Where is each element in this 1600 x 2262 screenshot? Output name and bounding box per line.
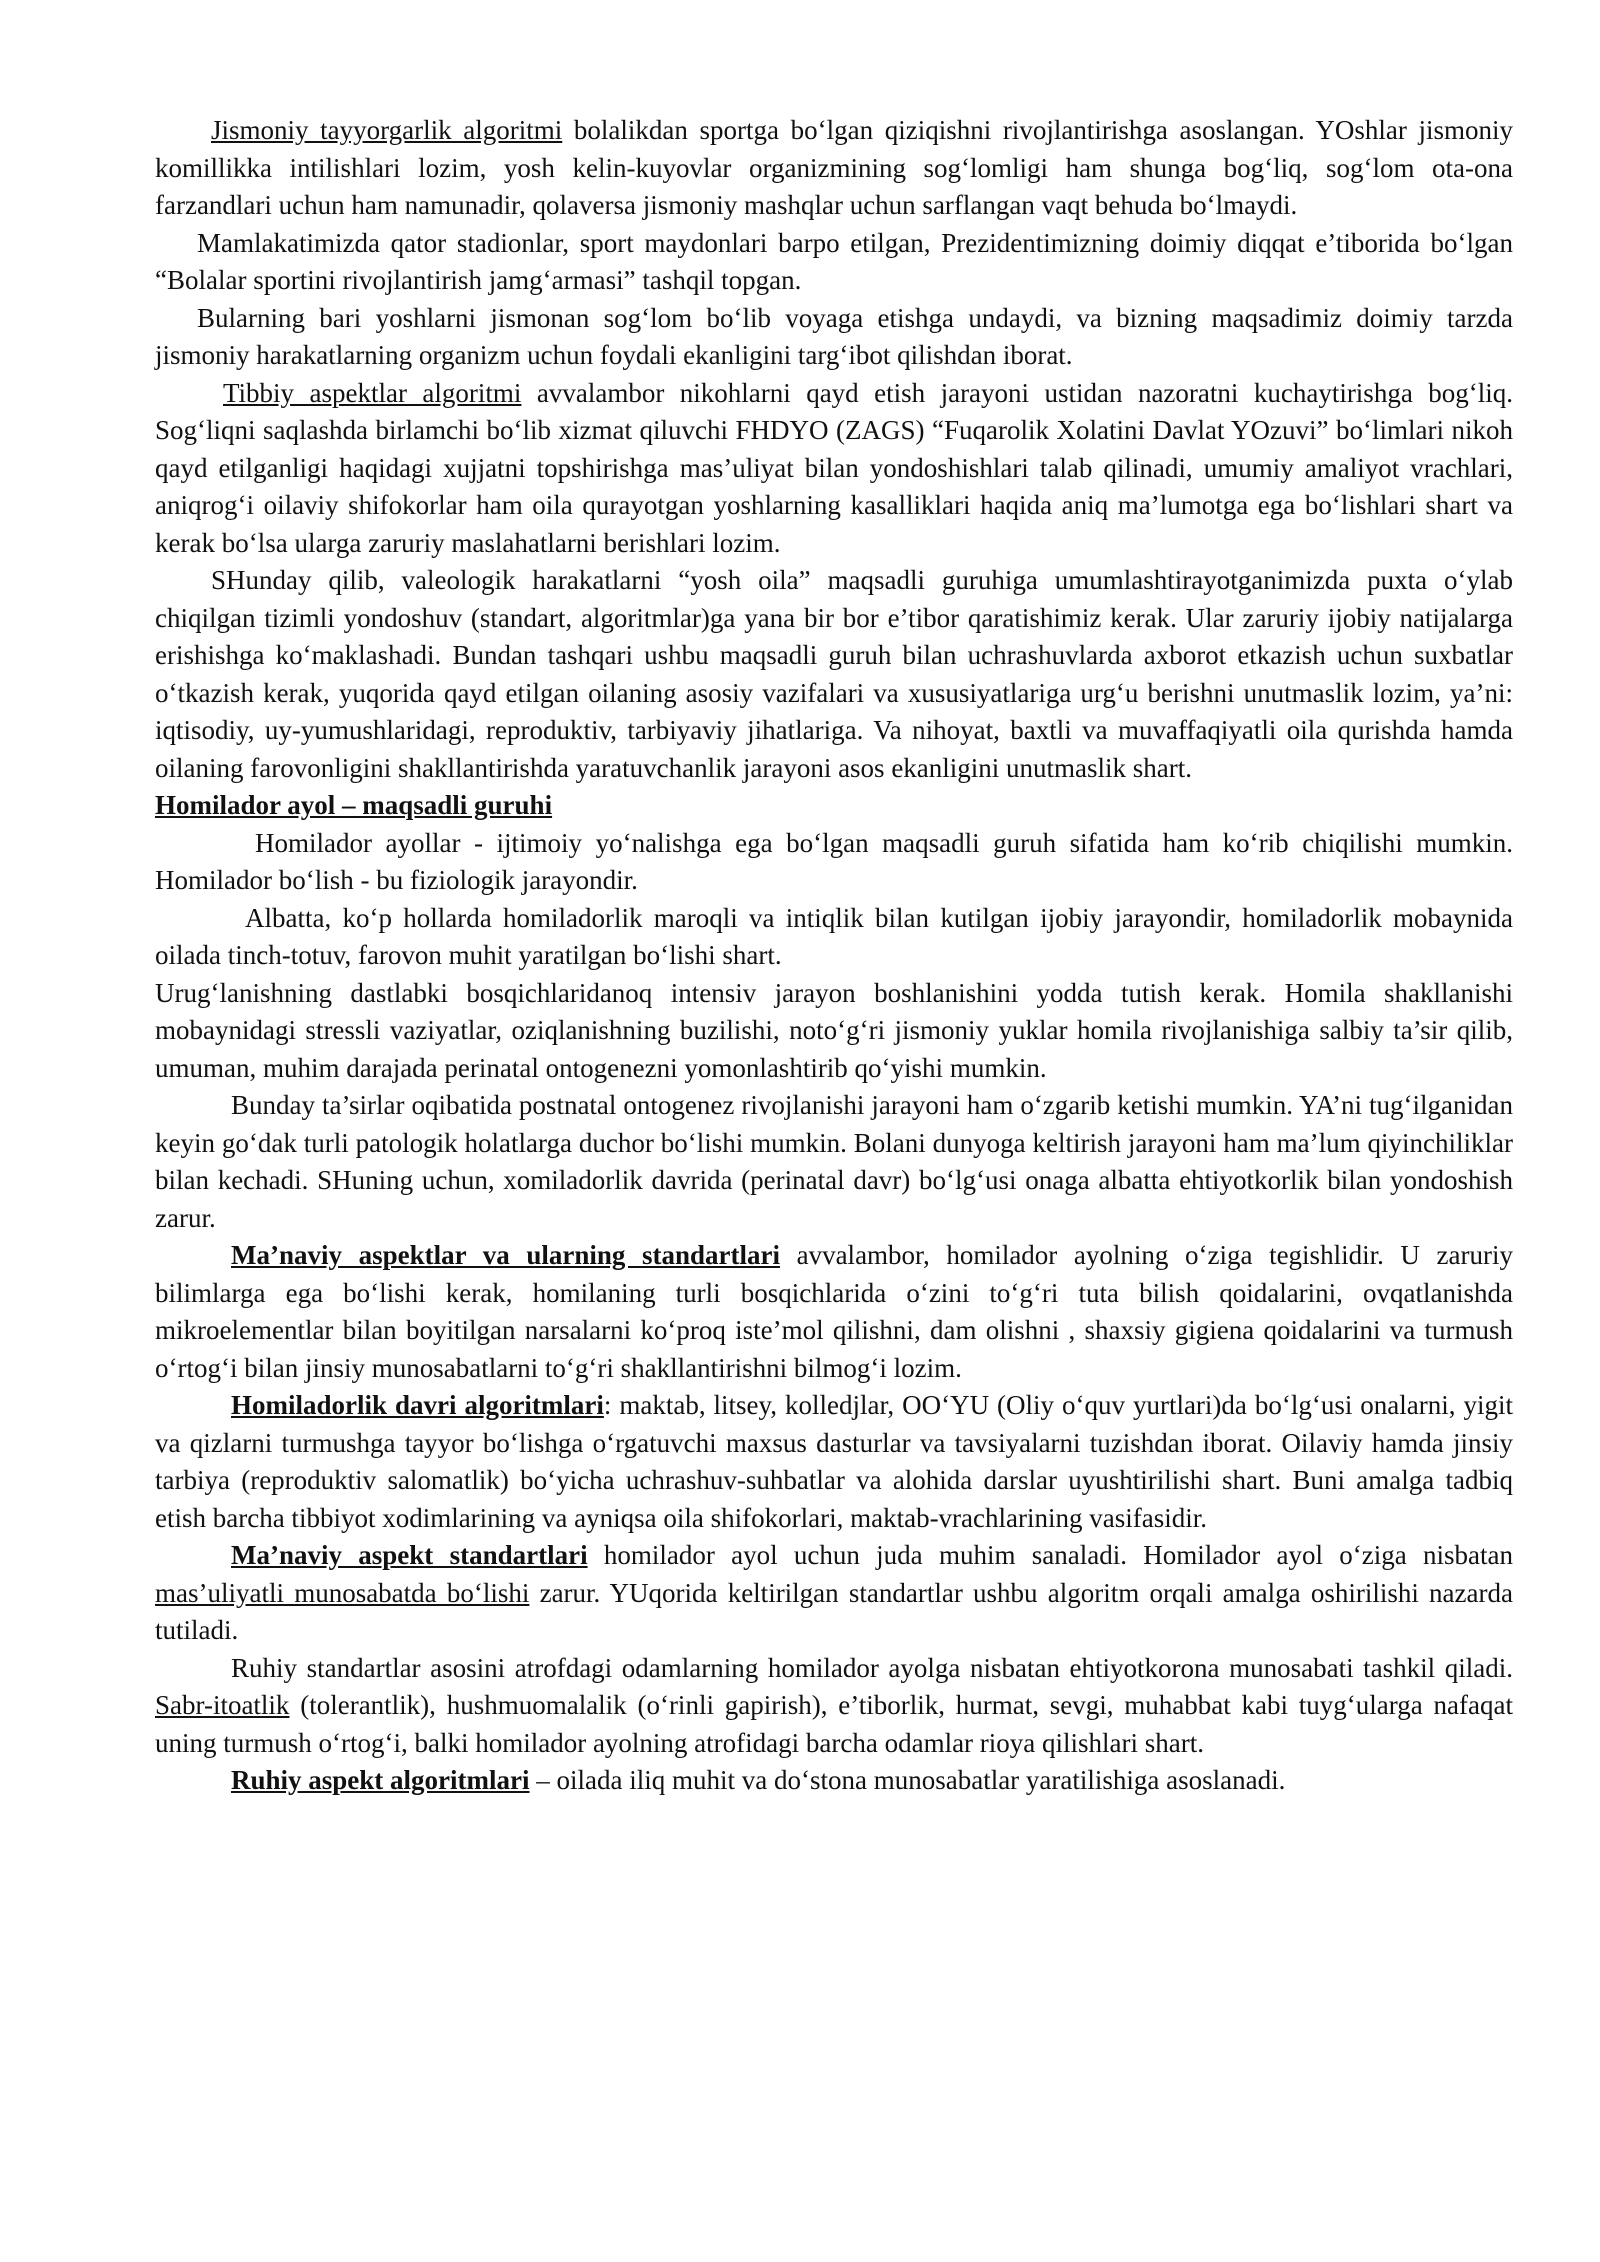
paragraph-physical-training <box>155 112 1513 225</box>
underlined-term-tolerance: Sabr-itoatlik <box>155 1690 290 1720</box>
paragraph-valeological-actions: SHunday qilib, valeologik harakatlarni “yosh oila” maqsadli guruhiga umumlashtirayotganimizda puxta o‘ylab chiqilgan tizimli yondoshuv (standart, algoritmlar)ga yana bir bor e’tibor qaratishimiz kerak. Ular zaruriy ijobiy natijalarga erishishga ko‘maklashadi. Bundan tashqari ushbu maqsadli guruh bilan uchrashuvlarda axborot etkazish uchun suxbatlar o‘tkazish kerak, yuqorida qayd etilgan oilaning asosiy vazifalari va xususiyatlariga urg‘u berishni unutmaslik lozim, ya’ni: iqtisodiy, uy-yumushlaridagi, reproduktiv, tarbiyaviy jihatlariga. Va nihoyat, baxtli va muvaffaqiyatli oila qurishda hamda oilaning farovonligini shakllantirishda yaratuvchanlik jarayoni asos ekanligini unutmaslik shart. <box>155 565 1513 783</box>
paragraph-text: homilador ayol uchun juda muhim sanaladi. Homilador ayol o‘ziga nisbatan <box>587 1540 1513 1570</box>
section-heading <box>155 787 1513 825</box>
term-spiritual-aspect-standards: Ma’naviy aspekt standartlari <box>231 1540 588 1570</box>
paragraph-text: bolalikdan sportga bo‘lgan qiziqishni rivojlantirishga asoslangan. YOshlar jismoniy komillikka intilishlari lozim, yosh kelin-kuyovlar organizmining sog‘lomligi ham shunga bog‘liq, sog‘lom ota-ona farzandlari uchun ham namunadir, qolaversa jismoniy mashqlar uchun sarflangan vaqt behuda bo‘lmaydi. <box>155 115 1514 220</box>
paragraph-text: : maktab, litsey, kolledjlar, OO‘YU (Oliy o‘quv yurtlari)da bo‘lg‘usi onalarni, yigit va qizlarni turmushga tayyor bo‘lishga o‘rgatuvchi maxsus dasturlar va tavsiyalarni tuzishdan iborat. Oilaviy hamda jinsiy tarbiya (reproduktiv salomatlik) bo‘yicha uchrashuv-suhbatlar va alohida darslar uyushtirilishi shart. Buni amalga tadbiq etish barcha tibbiyot xodimlarining va ayniqsa oila shifokorlari, maktab-vrachlarining vasifasidir. <box>155 1390 1513 1533</box>
paragraph-text: – oilada iliq muhit va do‘stona munosabatlar yaratilishiga asoslanadi. <box>529 1765 1286 1795</box>
paragraph-text: avvalambor nikohlarni qayd etish jarayoni ustidan nazoratni kuchaytirishga bog‘liq. Sog‘liqni saqlashda birlamchi bo‘lib xizmat qiluvchi FHDYO (ZAGS) “Fuqarolik Xolatini Davlat YOzuvi” bo‘limlari nikoh qayd etilganligi haqidagi xujjatni topshirishga mas’uliyat bilan yondoshishlari talab qilinadi, umumiy amaliyot vrachlari, aniqrog‘i oilaviy shifokorlar ham oila qurayotgan yoshlarning kasalliklari haqida aniq ma’lumotga ega bo‘lishlari shart va kerak bo‘lsa ularga zaruriy maslahatlarni berishlari lozim. <box>155 377 1514 558</box>
section-heading-text: Homilador ayol – maqsadli guruhi <box>155 790 553 820</box>
paragraph-pregnant-women: Homilador ayollar - ijtimoiy yo‘nalishga ega bo‘lgan maqsadli guruh sifatida ham ko‘rib chiqilishi mumkin. Homilador bo‘lish - bu fiziologik jarayondir. <box>155 827 1513 895</box>
paragraph-text: zarur. YUqorida keltirilgan standartlar ushbu algoritm orqali amalga oshirilishi nazarda tutiladi. <box>155 1577 1513 1645</box>
paragraph-mental-algorithms <box>155 1762 1513 1800</box>
document-page <box>155 112 1513 1800</box>
paragraph-postnatal: Bunday ta’sirlar oqibatida postnatal ontogenez rivojlanishi jarayoni ham o‘zgarib ketishi mumkin. YA’ni tug‘ilganidan keyin go‘dak turli patologik holatlarga duchor bo‘lishi mumkin. Bolani dunyoga keltirish jarayoni ham ma’lum qiyinchiliklar bilan kechadi. SHuning uchun, xomiladorlik davrida (perinatal davr) bo‘lg‘usi onaga albatta ehtiyotkorlik bilan yondoshish zarur. <box>155 1090 1513 1233</box>
term-spiritual-aspects-standards: Ma’naviy aspektlar va ularning standartlari <box>231 1240 780 1270</box>
paragraph-spiritual-aspects <box>155 1237 1513 1387</box>
paragraph-fertilization: Urug‘lanishning dastlabki bosqichlaridanoq intensiv jarayon boshlanishini yodda tutish kerak. Homila shakllanishi mobaynidagi stressli vaziyatlar, oziqlanishning buzilishi, noto‘g‘ri jismoniy yuklar homila rivojlanishiga salbiy ta’sir qilib, umuman, muhim darajada perinatal ontogenezni yomonlashtirib qo‘yishi mumkin. <box>155 977 1513 1083</box>
term-pregnancy-period-algorithms: Homiladorlik davri algoritmlari <box>231 1390 604 1420</box>
term-mental-aspect-algorithms: Ruhiy aspekt algoritmlari <box>231 1765 530 1795</box>
underlined-phrase: mas’uliyatli munosabatda bo‘lishi <box>155 1577 530 1608</box>
paragraph-stadiums: Mamlakatimizda qator stadionlar, sport maydonlari barpo etilgan, Prezidentimizning doimiy diqqat e’tiborida bo‘lgan “Bolalar sportini rivojlantirish jamg‘armasi” tashqil topgan. <box>155 227 1513 295</box>
paragraph-text: Ruhiy standartlar asosini atrofdagi odamlarning homilador ayolga nisbatan ehtiyotkorona munosabati tashkil qiladi. <box>231 1652 1513 1683</box>
paragraph-spiritual-standards <box>155 1537 1513 1650</box>
paragraph-text: avvalambor, homilador ayolning o‘ziga tegishlidir. U zaruriy bilimlarga ega bo‘lishi kerak, homilaning turli bosqichlarida o‘zini to‘g‘ri tuta bilish qoidalarini, ovqatlanishda mikroelementlar bilan boyitilgan narsalarni ko‘proq iste’mol qilishni, dam olishni , shaxsiy gigiena qoidalarini va turmush o‘rtog‘i bilan jinsiy munosabatlarni to‘g‘ri shakllantirishni bilmog‘i lozim. <box>155 1240 1513 1383</box>
paragraph-text: (tolerantlik), hushmuomalalik (o‘rinli gapirish), e’tiborlik, hurmat, sevgi, muhabbat kabi tuyg‘ularga nafaqat uning turmush o‘rtog‘i, balki homilador ayolning atrofidagi barcha odamlar rioya qilishlari shart. <box>155 1690 1513 1758</box>
term-physical-training-algorithm: Jismoniy tayyorgarlik algoritmi <box>211 115 563 145</box>
term-medical-aspects-algorithm: Tibbiy aspektlar algoritmi <box>223 377 522 408</box>
paragraph-youth-goal: Bularning bari yoshlarni jismonan sog‘lom bo‘lib voyaga etishga undaydi, va bizning maqsadimiz doimiy tarzda jismoniy harakatlarning organizm uchun foydali ekanligini targ‘ibot qilishdan iborat. <box>155 302 1513 370</box>
paragraph-pregnancy-algorithms <box>155 1387 1513 1537</box>
paragraph-mental-standards <box>155 1650 1513 1763</box>
paragraph-pregnancy-positive: Albatta, ko‘p hollarda homiladorlik maroqli va intiqlik bilan kutilgan ijobiy jarayondir, homiladorlik mobaynida oilada tinch-totuv, farovon muhit yaratilgan bo‘lishi shart. <box>155 902 1513 970</box>
paragraph-medical-aspects <box>155 375 1513 563</box>
